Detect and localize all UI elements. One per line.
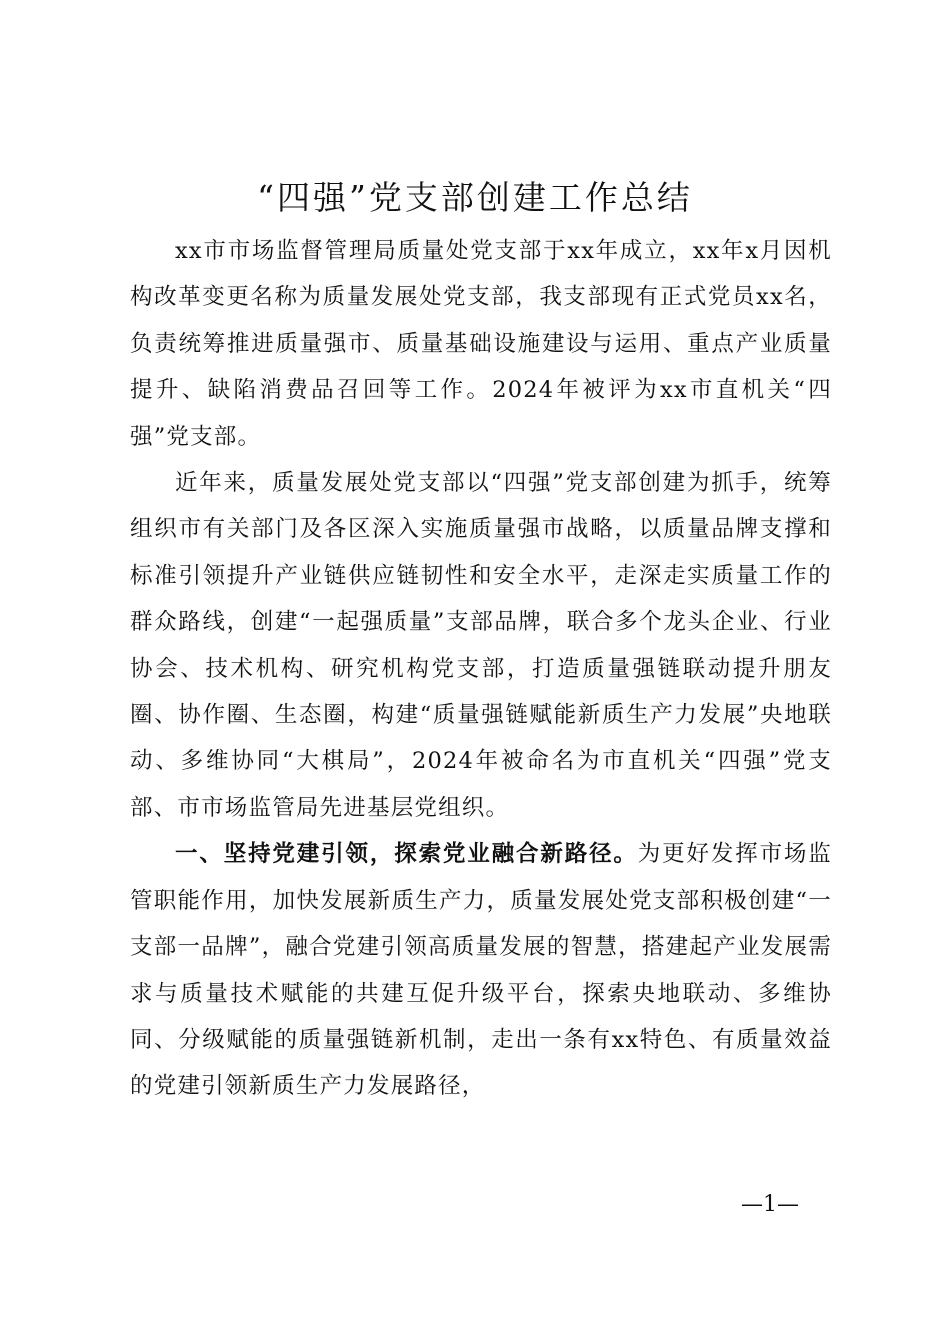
section-one-heading: 一、坚持党建引领，探索党业融合新路径。 [175, 841, 638, 868]
document-title: “四强”党支部创建工作总结 [257, 178, 693, 217]
document-body [130, 228, 832, 1110]
paragraph-intro: xx市市场监督管理局质量处党支部于xx年成立，xx年x月因机构改革变更名称为质量发展处党支部，我支部现有正式党员xx名，负责统筹推进质量强市、质量基础设施建设与运用、重点产业质量提升、缺陷消费品召回等工作。2024年被评为xx市直机关“四强”党支部。 [130, 238, 832, 450]
page-number: —1— [741, 1192, 799, 1217]
paragraph-section-one [130, 831, 832, 1109]
paragraph-overview: 近年来，质量发展处党支部以“四强”党支部创建为抓手，统筹组织市有关部门及各区深入实施质量强市战略，以质量品牌支撑和标准引领提升产业链供应链韧性和安全水平，走深走实质量工作的群众路线，创建“一起强质量”支部品牌，联合多个龙头企业、行业协会、技术机构、研究机构党支部，打造质量强链联动提升朋友圈、协作圈、生态圈，构建“质量强链赋能新质生产力发展”央地联动、多维协同“大棋局”，2024年被命名为市直机关“四强”党支部、市市场监管局先进基层党组织。 [130, 470, 832, 821]
section-one-text: 为更好发挥市场监管职能作用，加快发展新质生产力，质量发展处党支部积极创建“一支部一品牌”，融合党建引领高质量发展的智慧，搭建起产业发展需求与质量技术赋能的共建互促升级平台，探索央地联动、多维协同、分级赋能的质量强链新机制，走出一条有xx特色、有质量效益的党建引领新质生产力发展路径， [130, 841, 832, 1100]
